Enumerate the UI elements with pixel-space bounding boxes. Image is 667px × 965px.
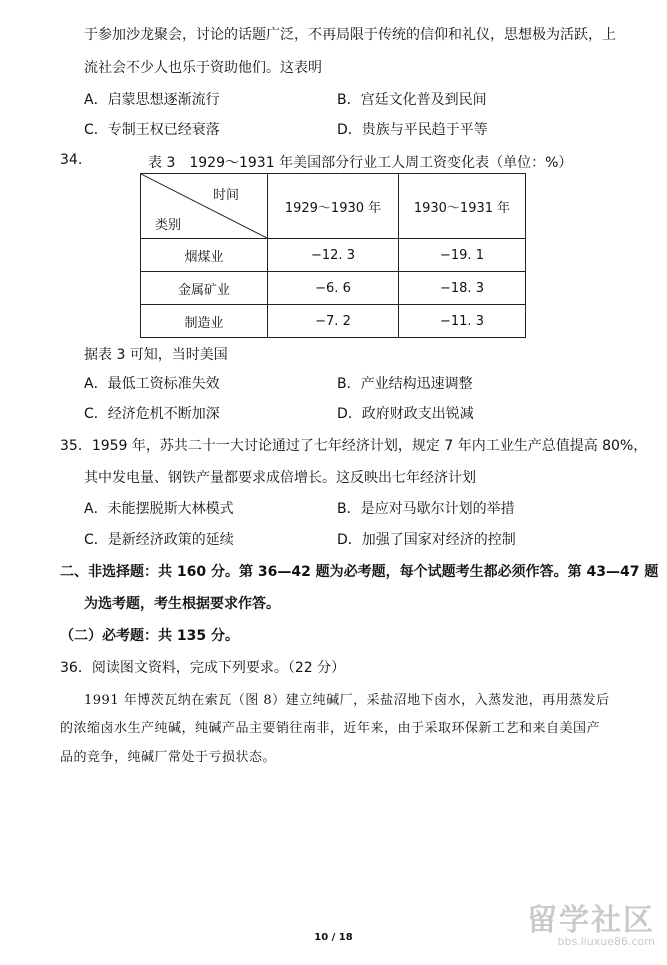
row-value-1: −12. 3 [268,239,399,272]
q34-option-b: B．产业结构迅速调整 [337,376,473,392]
q35-option-d: D．加强了国家对经济的控制 [337,532,516,548]
q33-line1: 于参加沙龙聚会，讨论的话题广泛，不再局限于传统的信仰和礼仪，思想极为活跃，上 [84,27,616,43]
table-header-row [141,174,526,239]
watermark-logo: 留学社区 [527,903,655,938]
q34-option-d: D．政府财政支出锐减 [337,406,474,422]
q34-table-title: 表 3 1929～1931 年美国部分行业工人周工资变化表（单位：%） [148,155,573,171]
table-row [141,305,526,338]
q36-paragraph-line2: 的浓缩卤水生产纯碱，纯碱产品主要销往南非，近年来，由于采取环保新工艺和来自美国产 [60,721,601,736]
page-number: 10 / 18 [314,932,353,943]
q34-stem: 据表 3 可知，当时美国 [84,347,228,363]
q33-line2: 流社会不少人也乐于资助他们。这表明 [84,60,322,76]
q36-stem: 36．阅读图文资料，完成下列要求。（22 分） [60,660,346,676]
q33-option-b: B．宫廷文化普及到民间 [337,92,487,108]
q34-option-a: A．最低工资标准失效 [84,376,220,392]
row-category: 金属矿业 [141,272,268,305]
row-value-1: −7. 2 [268,305,399,338]
row-category: 烟煤业 [141,239,268,272]
table-row [141,272,526,305]
watermark-url: bbs.liuxue86.com [557,935,655,948]
row-category: 制造业 [141,305,268,338]
row-value-2: −18. 3 [399,272,526,305]
section2-line1: 二、非选择题：共 160 分。第 36—42 题为必考题，每个试题考生都必须作答。第 43—47 题 [60,564,659,580]
header-col-1929-1930: 1929～1930 年 [268,174,399,239]
q33-option-c: C．专制王权已经衰落 [84,122,220,138]
q35-line2: 其中发电量、钢铁产量都要求成倍增长。这反映出七年经济计划 [84,470,476,486]
row-value-2: −19. 1 [399,239,526,272]
header-time: 时间 [212,188,239,203]
q33-option-a: A．启蒙思想逐渐流行 [84,92,220,108]
diagonal-header-cell [141,174,268,239]
section2-subheading: （二）必考题：共 135 分。 [60,628,239,644]
q34-number: 34. [60,152,83,168]
header-category: 类别 [155,218,182,233]
wage-change-table [140,173,526,338]
q35-option-c: C．是新经济政策的延续 [84,532,234,548]
q34-option-c: C．经济危机不断加深 [84,406,220,422]
q35-option-a: A．未能摆脱斯大林模式 [84,501,234,517]
header-col-1930-1931: 1930～1931 年 [399,174,526,239]
row-value-2: −11. 3 [399,305,526,338]
q33-option-d: D．贵族与平民趋于平等 [337,122,488,138]
section2-line2: 为选考题，考生根据要求作答。 [84,596,280,612]
row-value-1: −6. 6 [268,272,399,305]
q35-line1: 35．1959 年，苏共二十一大讨论通过了七年经济计划，规定 7 年内工业生产总值提高 80%， [60,438,648,454]
q36-paragraph-line3: 品的竞争，纯碱厂常处于亏损状态。 [60,750,277,765]
q35-option-b: B．是应对马歇尔计划的举措 [337,501,515,517]
q36-paragraph-line1: 1991 年博茨瓦纳在索瓦（图 8）建立纯碱厂，采盐沼地下卤水，入蒸发池，再用蒸发后 [84,693,610,708]
table-row [141,239,526,272]
